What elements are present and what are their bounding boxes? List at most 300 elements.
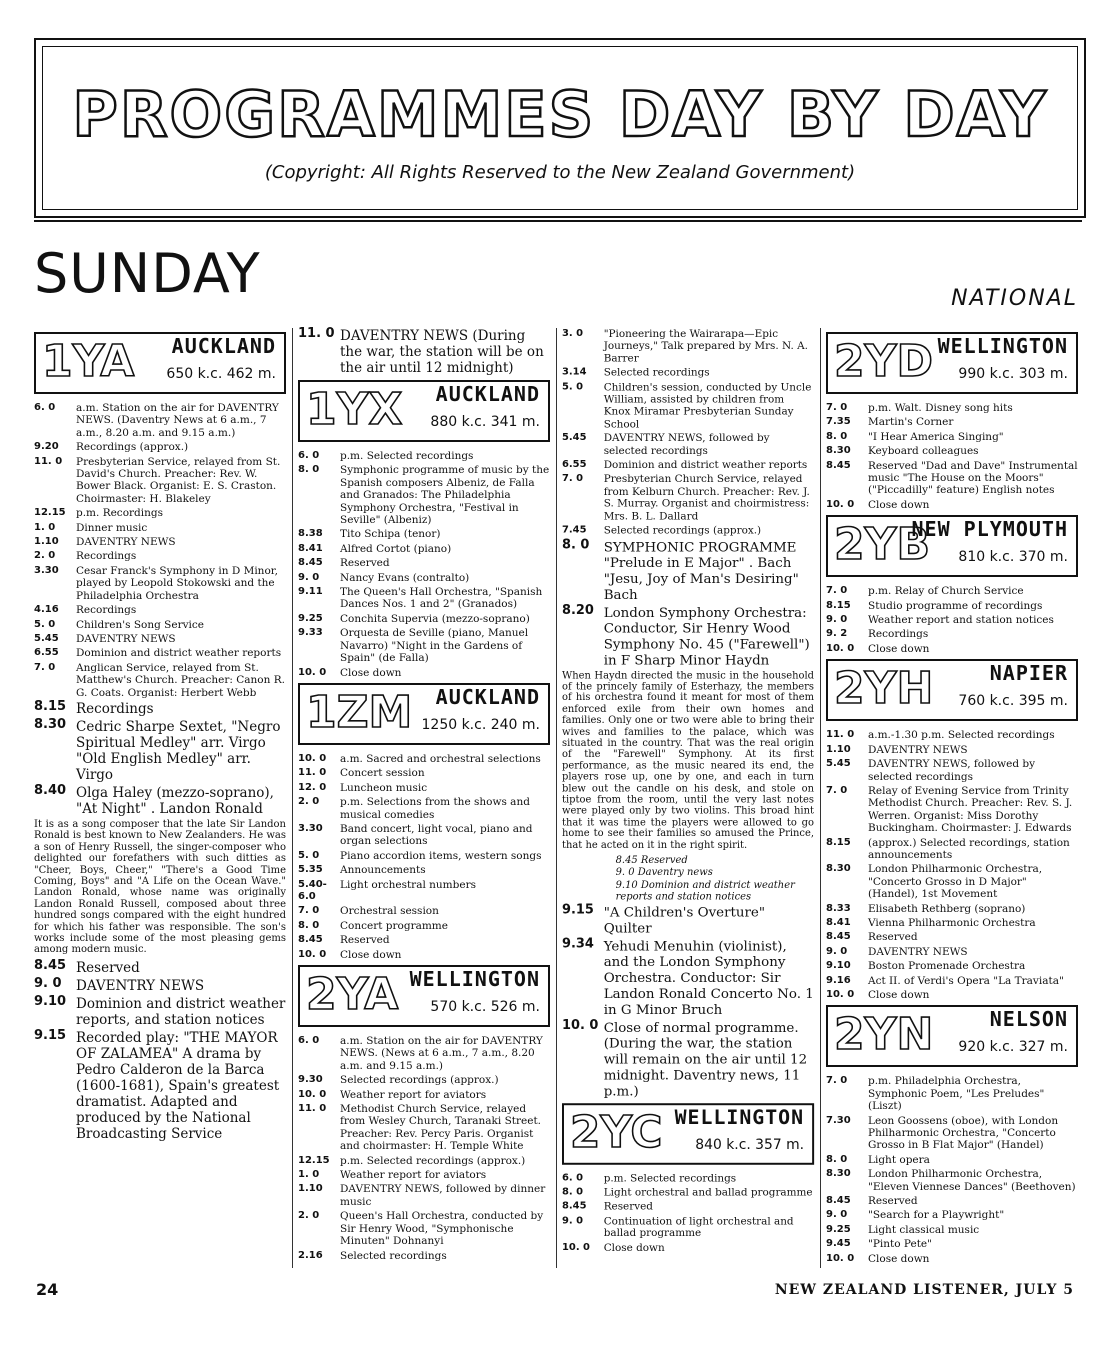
programme-description: a.m. Station on the air for DAVENTRY NEWS. (Daventry News at 6 a.m., 7 a.m., 8.20 a.m. and 9.15 a.m.): [76, 402, 279, 439]
programme-time: 9. 0: [826, 614, 848, 626]
programme-description: p.m. Selections from the shows and musical comedies: [340, 796, 530, 821]
programme-description: (approx.) Selected recordings, station announcements: [868, 836, 1070, 861]
programme-time: 11. 0: [298, 767, 327, 779]
programme-time: 9.25: [826, 1223, 851, 1235]
programme-description: Studio programme of recordings: [868, 599, 1043, 612]
column-divider: [820, 328, 821, 1268]
programme-time: 6.55: [562, 459, 587, 471]
programme-description: "Pioneering the Wairarapa—Epic Journeys," Talk prepared by Mrs. N. A. Barrer: [603, 328, 808, 365]
programme-time: 2. 0: [298, 796, 320, 808]
programme-description: Piano accordion items, western songs: [340, 849, 542, 862]
programme-item: [562, 1242, 814, 1254]
programme-item: [826, 960, 1078, 972]
programme-description: DAVENTRY NEWS: [76, 632, 176, 645]
station-callsign: 1YA: [42, 336, 135, 387]
programme-item: [298, 823, 550, 848]
programme-item: [562, 536, 814, 603]
programme-time: 8.30: [34, 716, 67, 732]
programme-description: Alfred Cortot (piano): [340, 542, 452, 555]
programme-item: [826, 903, 1078, 915]
programme-item: [826, 863, 1078, 900]
programme-description: SYMPHONIC PROGRAMME "Prelude in E Major" . Bach "Jesu, Joy of Man's Desiring" Bach: [603, 538, 799, 603]
programme-description: "A Children's Overture" Quilter: [603, 904, 766, 937]
station-header: [298, 965, 550, 1027]
programme-item: [826, 729, 1078, 741]
programme-description: p.m. Selected recordings: [603, 1172, 737, 1185]
programme-item: [34, 619, 286, 631]
programme-description: Reserved "Dad and Dave" Instrumental music "The House on the Moors" ("Piccadilly" feature) English notes: [868, 459, 1078, 497]
programme-item: [298, 328, 550, 376]
programme-item: [826, 402, 1078, 414]
programme-description: Orquesta de Seville (piano, Manuel Navarro) "Night in the Gardens of Spain" (de Falla): [340, 627, 529, 665]
programme-item: [34, 1027, 286, 1142]
programme-time: 3.30: [34, 564, 59, 576]
station-header: [298, 683, 550, 745]
programme-item: [298, 1074, 550, 1086]
programme-time: 8.45: [34, 957, 67, 973]
programme-item: [562, 367, 814, 379]
programme-time: 9.30: [298, 1074, 323, 1086]
programme-time: 10. 0: [826, 989, 855, 1000]
programme-item: [826, 931, 1078, 943]
programme-time: 7. 0: [562, 473, 584, 485]
station-header: [826, 515, 1078, 577]
programme-time: 7. 0: [826, 1075, 848, 1087]
programme-item: [298, 796, 550, 821]
programme-time: 7. 0: [826, 585, 848, 597]
programme-time: 4.16: [34, 604, 59, 616]
programme-description: Dominion and district weather reports: [603, 459, 808, 471]
programme-item: [298, 1035, 550, 1072]
column-3: [562, 328, 814, 1256]
programme-item: [826, 445, 1078, 457]
programme-time: 1.10: [34, 536, 59, 548]
programme-item: [298, 464, 550, 526]
station-city: NELSON: [989, 1007, 1068, 1032]
programme-item: [826, 600, 1078, 612]
programme-time: 6.55: [34, 647, 59, 659]
station-header: [298, 380, 550, 442]
programme-description: p.m. Selected recordings: [340, 450, 474, 462]
programme-description: Act II. of Verdi's Opera "La Traviata": [868, 974, 1064, 987]
programme-description: London Symphony Orchestra: Conductor, Sir Henry Wood Symphony No. 45 ("Farewell") in F Sharp Minor Haydn: [603, 604, 810, 668]
programme-item: [826, 1195, 1078, 1207]
programme-time: 6. 0: [298, 450, 320, 461]
programme-description: Relay of Evening Service from Trinity Methodist Church. Preacher: Rev. S. J. Werren. Organist: Miss Dorothy Buckingham. Choirmaster: J. Edwards: [868, 784, 1073, 835]
programme-description: Light orchestral numbers: [340, 878, 476, 891]
programme-description: Recordings (approx.): [76, 441, 189, 454]
programme-time: 9.34: [562, 936, 594, 951]
programme-description: The Queen's Hall Orchestra, "Spanish Dances Nos. 1 and 2" (Granados): [340, 586, 543, 611]
station-city: WELLINGTON: [674, 1104, 805, 1129]
programme-item: [826, 628, 1078, 640]
programme-item: [298, 528, 550, 540]
programme-description: Tito Schipa (tenor): [340, 528, 441, 541]
programme-description: p.m. Walt. Disney song hits: [868, 402, 1013, 414]
programme-item: [34, 716, 286, 783]
programme-item: [298, 879, 550, 904]
programme-item: [826, 758, 1078, 783]
programme-time: 8.45: [826, 1195, 851, 1207]
programme-item: [826, 643, 1078, 655]
programme-description: Close down: [868, 642, 930, 655]
programme-description: Selected recordings (approx.): [340, 1074, 499, 1087]
programme-item: [826, 989, 1078, 1001]
programme-time: 5. 0: [298, 849, 320, 861]
programme-time: 3.30: [298, 822, 323, 834]
programme-item: [826, 460, 1078, 497]
programme-item: [298, 850, 550, 862]
station-frequency: 990 k.c. 303 m.: [958, 366, 1068, 382]
programme-time: 9.25: [298, 612, 323, 624]
programme-description: Close down: [868, 498, 930, 511]
programme-item: [826, 1154, 1078, 1166]
programme-description: "Pinto Pete": [868, 1238, 932, 1251]
programme-time: 10. 0: [826, 498, 855, 510]
programme-description: Close down: [603, 1241, 665, 1254]
station-frequency: 1250 k.c. 240 m.: [421, 716, 540, 733]
sub-item: 9. 0 Daventry news: [615, 867, 713, 879]
programme-time: 8. 0: [298, 464, 320, 476]
programme-description: DAVENTRY NEWS: [76, 977, 205, 994]
programme-time: 7. 0: [826, 784, 848, 796]
programme-description: Reserved: [340, 934, 390, 947]
banner-rule: [34, 220, 1082, 222]
station-frequency: 920 k.c. 327 m.: [958, 1039, 1068, 1056]
programme-item: [562, 525, 814, 537]
programme-time: 8. 0: [298, 919, 320, 931]
programme-time: 10. 0: [298, 666, 327, 678]
programme-description: a.m. Station on the air for DAVENTRY NEWS. (News at 6 a.m., 7 a.m., 8.20 a.m. and 9.15 a.m.): [340, 1035, 543, 1072]
station-callsign: 2YC: [569, 1106, 663, 1158]
programme-item: [562, 1019, 814, 1098]
programme-item: [34, 698, 286, 717]
programme-description: Recordings: [76, 700, 154, 717]
programme-time: 10. 0: [298, 1088, 327, 1100]
programme-time: 11. 0: [298, 326, 335, 341]
programme-time: 10. 0: [826, 1252, 855, 1264]
programme-description: Nancy Evans (contralto): [340, 571, 470, 584]
programme-description: Cesar Franck's Symphony in D Minor, played by Leopold Stokowski and the Philadelphia Orchestra: [76, 564, 278, 602]
programme-time: 2. 0: [298, 1210, 320, 1222]
column-2: [298, 328, 550, 1264]
programme-description: Reserved: [868, 1195, 918, 1208]
programme-time: 8.41: [298, 542, 323, 554]
programme-time: 11. 0: [826, 729, 855, 741]
programme-item: [562, 473, 814, 522]
station-city: AUCKLAND: [435, 382, 540, 406]
programme-item: [826, 837, 1078, 862]
programme-description: Orchestral session: [340, 905, 439, 918]
programme-time: 7. 0: [298, 905, 320, 917]
programme-item: [298, 905, 550, 917]
programme-description: Light classical music: [868, 1223, 980, 1236]
programme-time: 1. 0: [298, 1169, 320, 1181]
programme-item: [562, 604, 814, 668]
programme-time: 9.16: [826, 974, 851, 986]
programme-time: 6. 0: [34, 402, 56, 413]
programme-description: Reserved: [76, 959, 140, 976]
programme-description: Weather report and station notices: [868, 614, 1054, 627]
programme-time: 10. 0: [298, 752, 327, 764]
programme-time: 12.15: [298, 1154, 330, 1166]
programme-item: [34, 975, 286, 994]
programme-time: 8.30: [826, 1168, 851, 1180]
title-banner: [34, 38, 1086, 218]
programme-item: [34, 662, 286, 699]
programme-time: 9. 0: [826, 945, 848, 957]
programme-time: 10. 0: [562, 1017, 599, 1033]
programme-item: [34, 402, 286, 439]
programme-time: 8.45: [298, 557, 323, 569]
station-frequency: 760 k.c. 395 m.: [958, 693, 1068, 710]
station-header: [826, 1005, 1078, 1067]
programme-item: [298, 1210, 550, 1247]
station-callsign: 2YB: [834, 519, 931, 571]
programme-item: [298, 557, 550, 569]
programme-description: Keyboard colleagues: [868, 445, 979, 458]
programme-time: 9.15: [34, 1027, 67, 1043]
programme-item: [34, 604, 286, 616]
programme-item: [562, 381, 814, 430]
programme-item: [298, 450, 550, 462]
programme-time: 8.45: [826, 459, 851, 471]
programme-description: DAVENTRY NEWS: [868, 945, 968, 958]
programme-time: 12. 0: [298, 781, 327, 793]
programme-description: Concert session: [340, 767, 425, 780]
programme-time: 5.45: [562, 432, 587, 444]
programme-item: [826, 1115, 1078, 1152]
programme-time: 8.41: [826, 916, 851, 928]
programme-item: [34, 633, 286, 645]
programme-time: 1.10: [826, 743, 851, 755]
programme-description: Light opera: [868, 1153, 930, 1166]
programme-description: Children's Song Service: [76, 618, 204, 631]
programme-time: 8.20: [562, 602, 594, 618]
programme-item: [826, 785, 1078, 835]
programme-item: [34, 993, 286, 1028]
station-frequency: 570 k.c. 526 m.: [430, 999, 540, 1015]
programme-item: [298, 572, 550, 584]
programme-item: [298, 667, 550, 679]
programme-item: [298, 1250, 550, 1262]
programme-item: [298, 767, 550, 779]
programme-item: [562, 1172, 814, 1184]
programme-time: 2. 0: [34, 550, 56, 562]
programme-description: Martin's Corner: [868, 416, 954, 429]
programme-time: 8.33: [826, 902, 851, 914]
station-frequency: 650 k.c. 462 m.: [166, 366, 276, 382]
programme-time: 1. 0: [34, 521, 56, 533]
programme-description: Close of normal programme. (During the war, the station will remain on the air until 12 midnight. Daventry news, 11 p.m.): [603, 1019, 808, 1099]
programme-item: [298, 864, 550, 876]
station-city: AUCKLAND: [435, 684, 540, 709]
programme-item: [34, 782, 286, 817]
programme-item: [562, 459, 814, 471]
column-1: [34, 328, 286, 1144]
programme-time: 6. 0: [298, 1035, 320, 1046]
programme-time: 10. 0: [562, 1241, 590, 1253]
programme-item: [562, 938, 814, 1017]
programme-description: Selected recordings: [340, 1249, 447, 1262]
programme-description: Symphonic programme of music by the Spanish composers Albeniz, de Falla and Granados: The Philadelphia Symphony Orchestra, "Festival in Seville" (Albeniz): [340, 464, 550, 527]
programme-description: Recordings: [76, 604, 137, 617]
programme-item: [826, 1168, 1078, 1193]
station-header: [826, 332, 1078, 394]
programme-item: [826, 416, 1078, 428]
programme-item: [826, 1075, 1078, 1112]
programme-item: [298, 782, 550, 794]
programme-time: 8.15: [826, 599, 851, 611]
programme-description: Yehudi Menuhin (violinist), and the London Symphony Orchestra. Conductor: Sir Landon Ronald Concerto No. 1 in G Minor Bruch: [603, 938, 814, 1018]
programme-time: 9.11: [298, 586, 323, 598]
station-callsign: 1ZM: [306, 686, 413, 738]
programme-description: Olga Haley (mezzo-soprano), "At Night" . Landon Ronald: [76, 784, 274, 817]
programme-item: [298, 1155, 550, 1167]
programme-time: 10. 0: [298, 948, 327, 960]
programme-item: [34, 550, 286, 562]
programme-time: 7. 0: [826, 402, 848, 413]
programme-description: Close down: [340, 948, 402, 961]
programme-description: Leon Goossens (oboe), with London Philharmonic Orchestra, "Concerto Grosso in B Flat Major" (Handel): [868, 1114, 1059, 1152]
programme-item: [298, 543, 550, 555]
programme-description: Selected recordings: [603, 366, 710, 379]
programme-item: [826, 499, 1078, 511]
programme-time: 9.20: [34, 441, 59, 453]
page-number: 24: [36, 1280, 59, 1299]
programme-description: Presbyterian Church Service, relayed from Kelburn Church. Preacher: Rev. J. S. Murray. Organist and choirmistress: Mrs. B. L. Dallard: [603, 473, 810, 523]
programme-time: 6. 0: [562, 1172, 584, 1184]
programme-item: [34, 456, 286, 506]
programme-description: Light orchestral and ballad programme: [603, 1186, 813, 1199]
programme-time: 9.33: [298, 627, 323, 639]
programme-description: Conchita Supervia (mezzo-soprano): [340, 612, 530, 625]
programme-description: Vienna Philharmonic Orchestra: [868, 916, 1036, 929]
programme-description: Cedric Sharpe Sextet, "Negro Spiritual Medley" arr. Virgo "Old English Medley" arr. Virgo: [76, 718, 281, 783]
station-city: WELLINGTON: [937, 334, 1068, 358]
programme-description: a.m. Sacred and orchestral selections: [340, 752, 541, 765]
sub-item: 8.45 Reserved: [615, 855, 688, 866]
programme-time: 3.14: [562, 366, 587, 378]
programme-item: [34, 565, 286, 602]
programme-time: 9. 0: [34, 975, 62, 991]
programme-description: Dominion and district weather reports: [76, 647, 282, 660]
programme-description: Anglican Service, relayed from St. Matthew's Church. Preacher: Canon R. G. Coats. Organist: Herbert Webb: [76, 661, 285, 699]
programme-item: [298, 934, 550, 946]
programme-time: 7. 0: [34, 661, 56, 673]
day-heading: SUNDAY: [34, 242, 261, 305]
sub-item: 9.10 Dominion and district weather reports and station notices: [615, 879, 795, 903]
programme-description: Band concert, light vocal, piano and organ selections: [340, 822, 533, 848]
programme-time: 5.45: [826, 758, 851, 770]
programme-time: 8. 0: [562, 1186, 584, 1198]
programme-item: [298, 949, 550, 961]
programme-description: p.m. Selected recordings (approx.): [340, 1154, 526, 1167]
programme-item: [826, 1238, 1078, 1250]
programme-item: [562, 328, 814, 365]
programme-item: [298, 920, 550, 932]
section-heading: NATIONAL: [951, 286, 1078, 311]
programme-time: 8.30: [826, 863, 851, 875]
station-frequency: 810 k.c. 370 m.: [958, 549, 1068, 566]
programme-item: [826, 1224, 1078, 1236]
programme-time: 5. 0: [34, 618, 56, 630]
programme-time: 8.15: [826, 836, 851, 848]
station-header: [562, 1103, 814, 1165]
programme-time: 8.40: [34, 782, 67, 798]
programme-description: Queen's Hall Orchestra, conducted by Sir Henry Wood, "Symphonische Minuten" Dohnanyi: [340, 1210, 544, 1248]
programme-description: p.m. Recordings: [76, 507, 163, 520]
programme-item: [298, 586, 550, 611]
programme-item: [298, 1169, 550, 1181]
programme-description: Recordings: [868, 628, 929, 641]
programme-description: p.m. Philadelphia Orchestra, Symphonic Poem, "Les Preludes" (Liszt): [868, 1075, 1045, 1113]
programme-description: Close down: [868, 989, 930, 1001]
programme-description: DAVENTRY NEWS, followed by dinner music: [340, 1183, 546, 1208]
programme-description: "I Hear America Singing": [868, 430, 1004, 443]
programme-item: [298, 1089, 550, 1101]
programme-description: Methodist Church Service, relayed from Wesley Church, Taranaki Street. Preacher: Rev. Percy Paris. Organist and choirmaster: H. Temple White: [340, 1103, 542, 1153]
programme-description: Luncheon music: [340, 781, 428, 794]
programme-time: 9. 0: [562, 1215, 584, 1227]
programme-description: Weather report for aviators: [340, 1088, 487, 1101]
station-frequency: 880 k.c. 341 m.: [430, 414, 540, 430]
programme-item: [562, 1215, 814, 1240]
programme-time: 11. 0: [34, 455, 63, 467]
programme-time: 5.45: [34, 632, 59, 644]
programme-time: 7.30: [826, 1114, 851, 1126]
station-callsign: 2YA: [306, 969, 399, 1020]
column-divider: [556, 328, 557, 1268]
programme-time: 9.10: [826, 960, 851, 972]
station-header: [34, 332, 286, 394]
station-callsign: 1YX: [306, 384, 403, 435]
programme-item: [34, 441, 286, 453]
programme-item: [34, 507, 286, 519]
programme-item: [34, 536, 286, 548]
programme-description: DAVENTRY NEWS (During the war, the station will be on the air until 12 midnight): [340, 328, 544, 376]
programme-item: [826, 917, 1078, 929]
programme-time: 8.45: [298, 934, 323, 946]
programme-item: [562, 1187, 814, 1199]
programme-item: [34, 647, 286, 659]
station-callsign: 2YD: [834, 336, 933, 387]
programme-item: [298, 1183, 550, 1208]
programme-item: [34, 957, 286, 976]
programme-item: [562, 904, 814, 936]
station-header: [826, 659, 1078, 721]
publication-footer: NEW ZEALAND LISTENER, JULY 5: [774, 1282, 1074, 1298]
programme-time: 9.10: [34, 993, 67, 1009]
programme-description: DAVENTRY NEWS: [76, 536, 176, 549]
programme-description: Boston Promenade Orchestra: [868, 960, 1026, 973]
programme-time: 9. 0: [826, 1209, 848, 1221]
station-city: NEW PLYMOUTH: [911, 517, 1068, 542]
programme-item: [826, 946, 1078, 958]
programme-description: Dinner music: [76, 521, 148, 534]
programme-item: [562, 1201, 814, 1213]
page-title: PROGRAMMES DAY BY DAY: [72, 78, 1048, 151]
station-city: AUCKLAND: [171, 334, 276, 358]
programme-description: Concert programme: [340, 919, 448, 932]
programme-item: [34, 522, 286, 534]
programme-time: 8.38: [298, 528, 323, 540]
programme-time: 8.15: [34, 698, 67, 714]
programme-description: "Search for a Playwright": [868, 1209, 1005, 1222]
programme-time: 7.45: [562, 524, 587, 536]
programme-item: [826, 744, 1078, 756]
programme-description: Reserved: [340, 557, 390, 570]
